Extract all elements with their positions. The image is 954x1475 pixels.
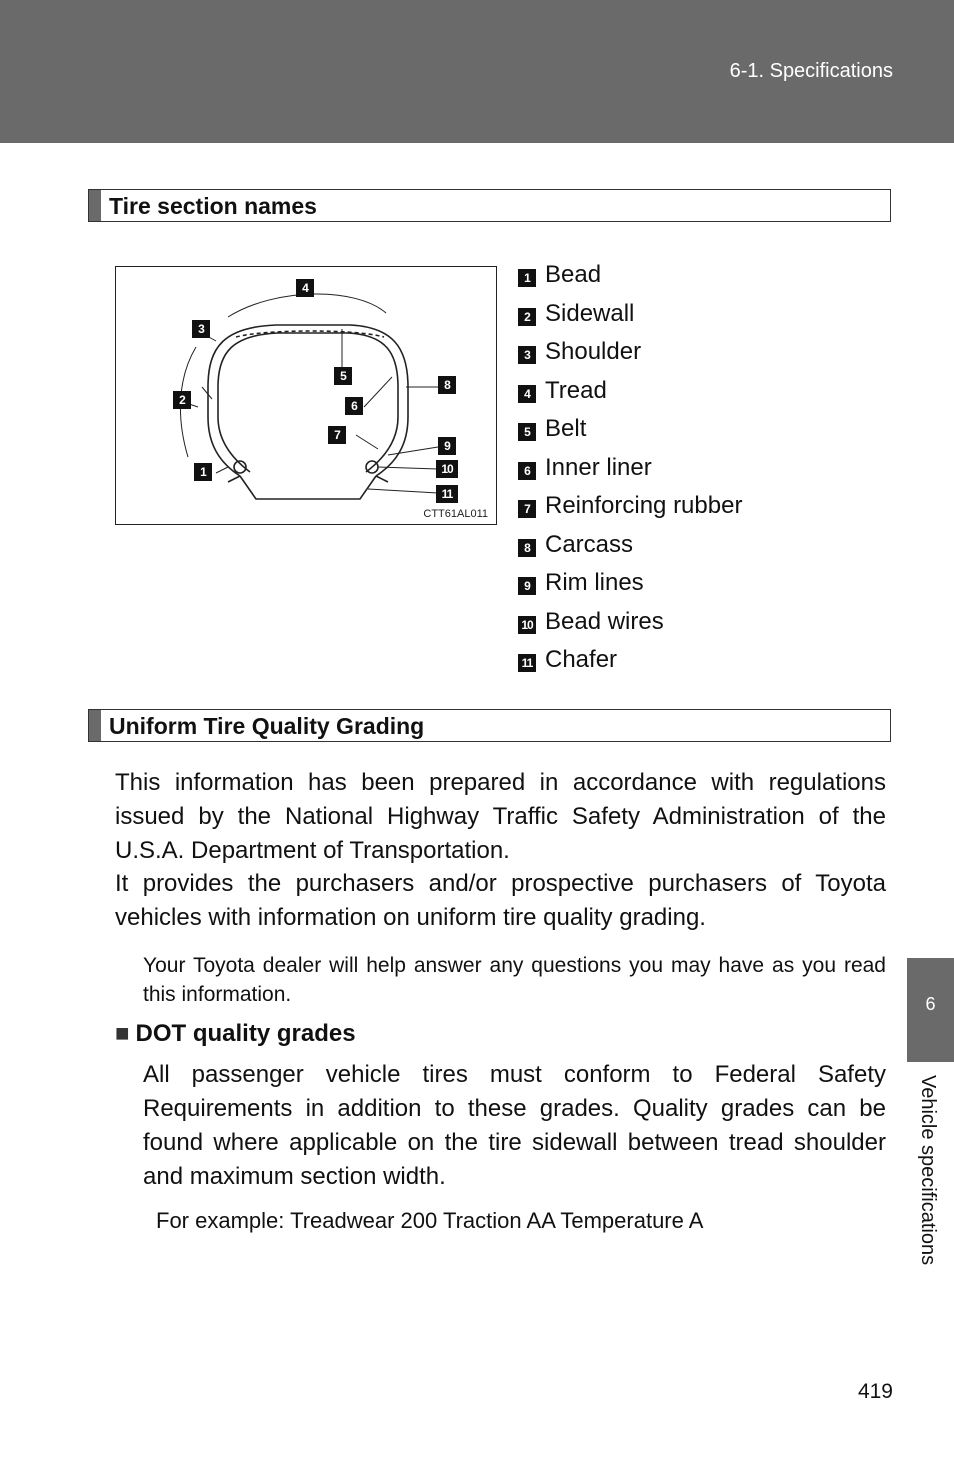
legend-item [518, 295, 742, 334]
dot-grades-body: All passenger vehicle tires must conform to Federal Safety Requirements in addition to these grades. Quality grades can be found where applicable on the tire sidewall between tread shoulder and maximum section width. [143, 1061, 886, 1190]
legend-label: Carcass [545, 530, 634, 558]
legend-item [518, 372, 742, 411]
square-bullet-icon: ■ [115, 1020, 130, 1047]
purpose-paragraph: It provides the purchasers and/or prospective purchasers of Toyota vehicles with information on uniform tire quality grading. [115, 870, 886, 931]
legend-item [518, 526, 742, 565]
legend-item [518, 256, 742, 295]
legend-number: 7 [518, 500, 536, 518]
callout-6: 6 [345, 397, 363, 415]
callout-5: 5 [334, 367, 352, 385]
legend-number: 11 [518, 654, 536, 672]
page-number: 419 [857, 1380, 893, 1403]
section-title: Tire section names [109, 193, 317, 219]
legend-label: Chafer [545, 646, 618, 674]
callout-1: 1 [194, 463, 212, 481]
legend-label: Bead wires [545, 607, 664, 635]
breadcrumb: 6-1. Specifications [729, 60, 893, 82]
legend-label: Belt [545, 415, 587, 443]
header-bar [0, 0, 954, 143]
legend-item [518, 487, 742, 526]
chapter-number: 6 [925, 994, 936, 1014]
legend-label: Bead [545, 261, 602, 289]
legend-number: 9 [518, 577, 536, 595]
legend-item [518, 641, 742, 680]
legend-number: 10 [518, 616, 536, 634]
figure-code: CTT61AL011 [423, 508, 488, 520]
legend-number: 4 [518, 385, 536, 403]
callout-3: 3 [192, 320, 210, 338]
callout-10: 10 [436, 460, 458, 478]
callout-8: 8 [438, 376, 456, 394]
legend-number: 1 [518, 269, 536, 287]
legend-number: 3 [518, 346, 536, 364]
legend-number: 5 [518, 423, 536, 441]
section-header-bar [89, 190, 101, 221]
legend-item [518, 410, 742, 449]
legend-number: 6 [518, 462, 536, 480]
section-header-bar [89, 710, 101, 741]
section-header-tire-names [88, 189, 891, 222]
callout-4: 4 [296, 279, 314, 297]
dot-grades-heading [115, 1020, 356, 1048]
legend-label: Inner liner [545, 453, 652, 481]
legend-label: Sidewall [545, 299, 635, 327]
section-title: Uniform Tire Quality Grading [109, 713, 425, 739]
example-line: For example: Treadwear 200 Traction AA Temperature A [156, 1208, 704, 1233]
chapter-label: Vehicle specifications [917, 1075, 939, 1266]
legend-label: Tread [545, 376, 607, 404]
tire-parts-legend [518, 256, 742, 680]
section-header-utqg [88, 709, 891, 742]
callout-7: 7 [328, 426, 346, 444]
intro-paragraph: This information has been prepared in accordance with regulations issued by the National Highway Traffic Safety Administration of the U.S.A. Department of Transportation. [115, 769, 886, 864]
legend-item [518, 333, 742, 372]
callout-2: 2 [173, 391, 191, 409]
legend-item [518, 449, 742, 488]
chapter-tab [907, 958, 954, 1062]
callout-9: 9 [438, 437, 456, 455]
legend-item [518, 603, 742, 642]
legend-number: 8 [518, 539, 536, 557]
legend-number: 2 [518, 308, 536, 326]
legend-item [518, 564, 742, 603]
dealer-note: Your Toyota dealer will help answer any questions you may have as you read this information. [143, 954, 886, 1006]
legend-label: Shoulder [545, 338, 642, 366]
tire-diagram [115, 266, 497, 525]
callout-11: 11 [436, 485, 458, 503]
legend-label: Reinforcing rubber [545, 492, 743, 520]
legend-label: Rim lines [545, 569, 644, 597]
subhead-text: DOT quality grades [135, 1020, 356, 1047]
